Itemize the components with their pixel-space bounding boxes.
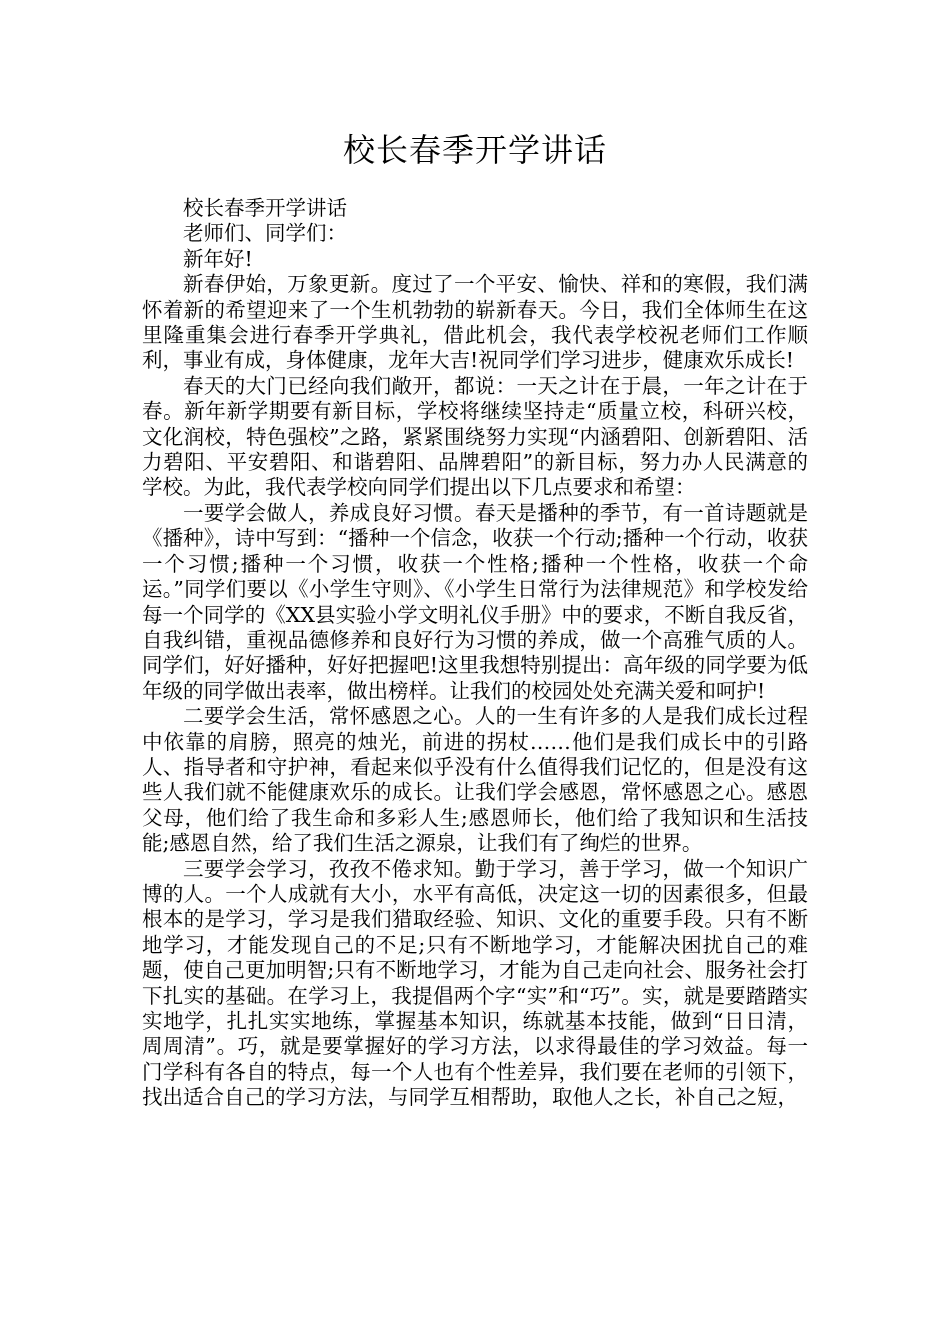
paragraph: 三要学会学习，孜孜不倦求知。勤于学习，善于学习，做一个知识广博的人。一个人成就有大小，水平有高低，决定这一切的因素很多，但最根本的是学习，学习是我们猎取经验、知识、文化的重要手段。只有不断地学习，才能发现自己的不足;只有不断地学习，才能解决困扰自己的难题，使自己更加明智;只有不断地学习，才能为自己走向社会、服务社会打下扎实的基础。在学习上，我提倡两个字“实”和“巧”。实，就是要踏踏实实地学，扎扎实实地练，掌握基本知识，练就基本技能，做到“日日清，周周清”。巧，就是要掌握好的学习方法，以求得最佳的学习效益。每一门学科有各自的特点，每一个人也有个性差异，我们要在老师的引领下，找出适合自己的学习方法，与同学互相帮助，取他人之长，补自己之短， <box>142 856 808 1110</box>
paragraph: 新春伊始，万象更新。度过了一个平安、愉快、祥和的寒假，我们满怀着新的希望迎来了一个生机勃勃的崭新春天。今日，我们全体师生在这里隆重集会进行春季开学典礼，借此机会，我代表学校祝老师们工作顺利，事业有成，身体健康，龙年大吉!祝同学们学习进步，健康欢乐成长! <box>142 272 808 373</box>
paragraph: 校长春季开学讲话 <box>183 196 347 220</box>
document-body <box>142 196 808 1111</box>
paragraph: 春天的大门已经向我们敞开，都说：一天之计在于晨，一年之计在于春。新年新学期要有新目标，学校将继续坚持走“质量立校，科研兴校，文化润校，特色强校”之路，紧紧围绕努力实现“内涵碧阳、创新碧阳、活力碧阳、平安碧阳、和谐碧阳、品牌碧阳”的新目标，努力办人民满意的学校。为此，我代表学校向同学们提出以下几点要求和希望： <box>142 373 808 500</box>
paragraph: 老师们、同学们： <box>183 221 347 246</box>
paragraph: 新年好! <box>183 246 253 271</box>
paragraph: 二要学会生活，常怀感恩之心。人的一生有许多的人是我们成长过程中依靠的肩膀，照亮的烛光，前进的拐杖……他们是我们成长中的引路人、指导者和守护神，看起来似乎没有什么值得我们记忆的，但是没有这些人我们就不能健康欢乐的成长。让我们学会感恩，常怀感恩之心。感恩父母，他们给了我生命和多彩人生;感恩师长，他们给了我知识和生活技能;感恩自然，给了我们生活之源泉，让我们有了绚烂的世界。 <box>142 704 808 856</box>
document-title: 校长春季开学讲话 <box>342 131 607 169</box>
paragraph: 一要学会做人，养成良好习惯。春天是播种的季节，有一首诗题就是《播种》，诗中写到：“播种一个信念，收获一个行动;播种一个行动，收获一个习惯;播种一个习惯，收获一个性格;播种一个性格，收获一个命运。”同学们要以《小学生守则》、《小学生日常行为法律规范》和学校发给每一个同学的《XX县实验小学文明礼仪手册》中的要求，不断自我反省，自我纠错，重视品德修养和良好行为习惯的养成，做一个高雅气质的人。同学们，好好播种，好好把握吧!这里我想特别提出：高年级的同学要为低年级的同学做出表率，做出榜样。让我们的校园处处充满关爱和呵护! <box>142 500 808 703</box>
